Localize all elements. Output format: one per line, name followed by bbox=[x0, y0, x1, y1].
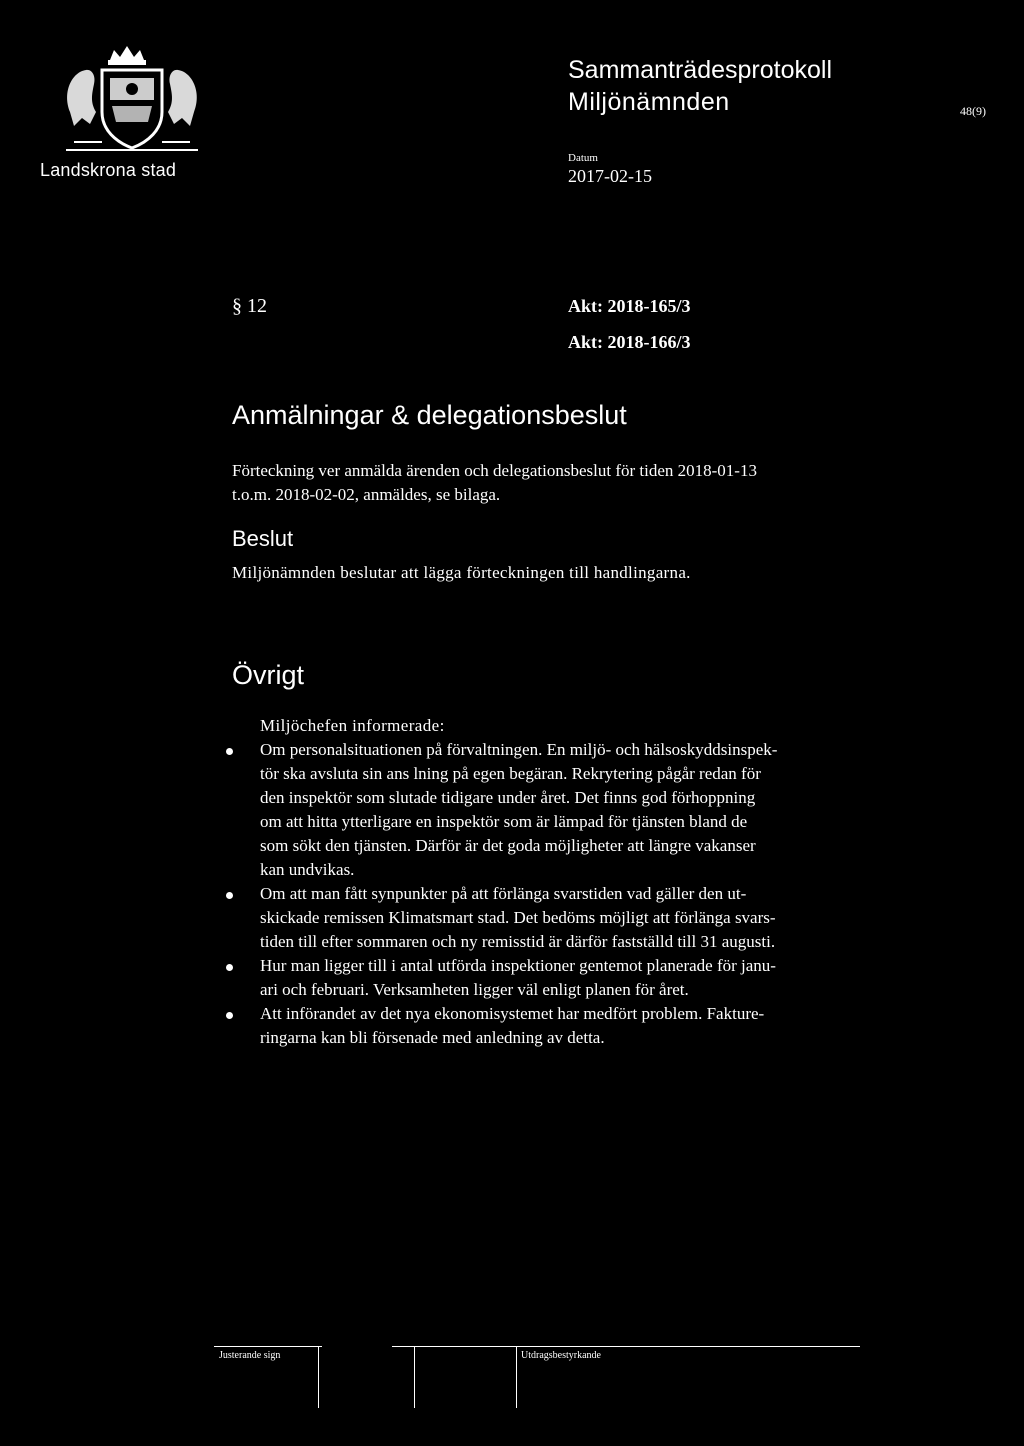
case-number: Akt: 2018-165/3 bbox=[568, 296, 691, 316]
bullet-line: Om personalsituationen på förvaltningen. En miljö- och hälsoskyddsinspek- bbox=[260, 740, 778, 759]
bullet-line: tör ska avsluta sin ans lning på egen begäran. Rekrytering pågår redan för bbox=[260, 764, 761, 783]
signature-label: Justerande sign bbox=[219, 1350, 281, 1361]
bullet-line: ari och februari. Verksamheten ligger väl enligt planen för året. bbox=[260, 980, 689, 999]
coat-of-arms-icon bbox=[52, 42, 212, 162]
bullet-line: den inspektör som slutade tidigare under året. Det finns god förhoppning bbox=[260, 788, 756, 807]
bullet-line: som sökt den tjänsten. Därför är det goda möjligheter att längre vakanser bbox=[260, 836, 756, 855]
other-heading: Övrigt bbox=[232, 660, 305, 690]
list-item bbox=[224, 1002, 904, 1050]
info-bullet-list bbox=[224, 738, 904, 1050]
intro-line: Förteckning ver anmälda ärenden och delegationsbeslut för tiden 2018-01-13 bbox=[232, 461, 757, 480]
extract-certification-label: Utdragsbestyrkande bbox=[521, 1350, 601, 1361]
bullet-icon bbox=[226, 748, 233, 755]
date-label: Datum bbox=[568, 152, 598, 164]
bullet-line: Hur man ligger till i antal utförda inspektioner gentemot planerade för janu- bbox=[260, 956, 776, 975]
info-intro: Miljöchefen informerade: bbox=[260, 716, 445, 735]
divider bbox=[214, 1346, 322, 1347]
bullet-line: ringarna kan bli försenade med anledning av detta. bbox=[260, 1028, 605, 1047]
organization-name: Landskrona stad bbox=[40, 160, 177, 180]
list-item bbox=[224, 882, 904, 954]
intro-paragraph bbox=[232, 459, 912, 507]
bullet-line: om att hitta ytterligare en inspektör som är lämpad för tjänsten bland de bbox=[260, 812, 748, 831]
section-title: Anmälningar & delegationsbeslut bbox=[232, 400, 627, 430]
document-type: Sammanträdesprotokoll bbox=[568, 56, 833, 84]
intro-line: t.o.m. 2018-02-02, anmäldes, se bilaga. bbox=[232, 485, 501, 504]
bullet-icon bbox=[226, 1012, 233, 1019]
bullet-line: Om att man fått synpunkter på att förlänga svarstiden vad gäller den ut- bbox=[260, 884, 747, 903]
list-item bbox=[224, 738, 904, 882]
decision-heading: Beslut bbox=[232, 526, 294, 551]
divider bbox=[414, 1346, 415, 1408]
bullet-icon bbox=[226, 892, 233, 899]
bullet-line: kan undvikas. bbox=[260, 860, 355, 879]
divider bbox=[318, 1346, 319, 1408]
list-item bbox=[224, 954, 904, 1002]
bullet-line: tiden till efter sommaren och ny remisstid är därför fastställd till 31 augusti. bbox=[260, 932, 776, 951]
page-number: 48(9) bbox=[960, 104, 986, 118]
bullet-line: Att införandet av det nya ekonomisystemet har medfört problem. Fakture- bbox=[260, 1004, 765, 1023]
section-number: § 12 bbox=[232, 295, 267, 317]
divider bbox=[516, 1346, 517, 1408]
date-value: 2017-02-15 bbox=[568, 166, 652, 186]
bullet-line: skickade remissen Klimatsmart stad. Det bedöms möjligt att förlänga svars- bbox=[260, 908, 776, 927]
decision-text: Miljönämnden beslutar att lägga förteckningen till handlingarna. bbox=[232, 563, 691, 582]
case-number: Akt: 2018-166/3 bbox=[568, 332, 691, 352]
divider bbox=[392, 1346, 860, 1347]
bullet-icon bbox=[226, 964, 233, 971]
committee-name: Miljönämnden bbox=[568, 88, 730, 116]
